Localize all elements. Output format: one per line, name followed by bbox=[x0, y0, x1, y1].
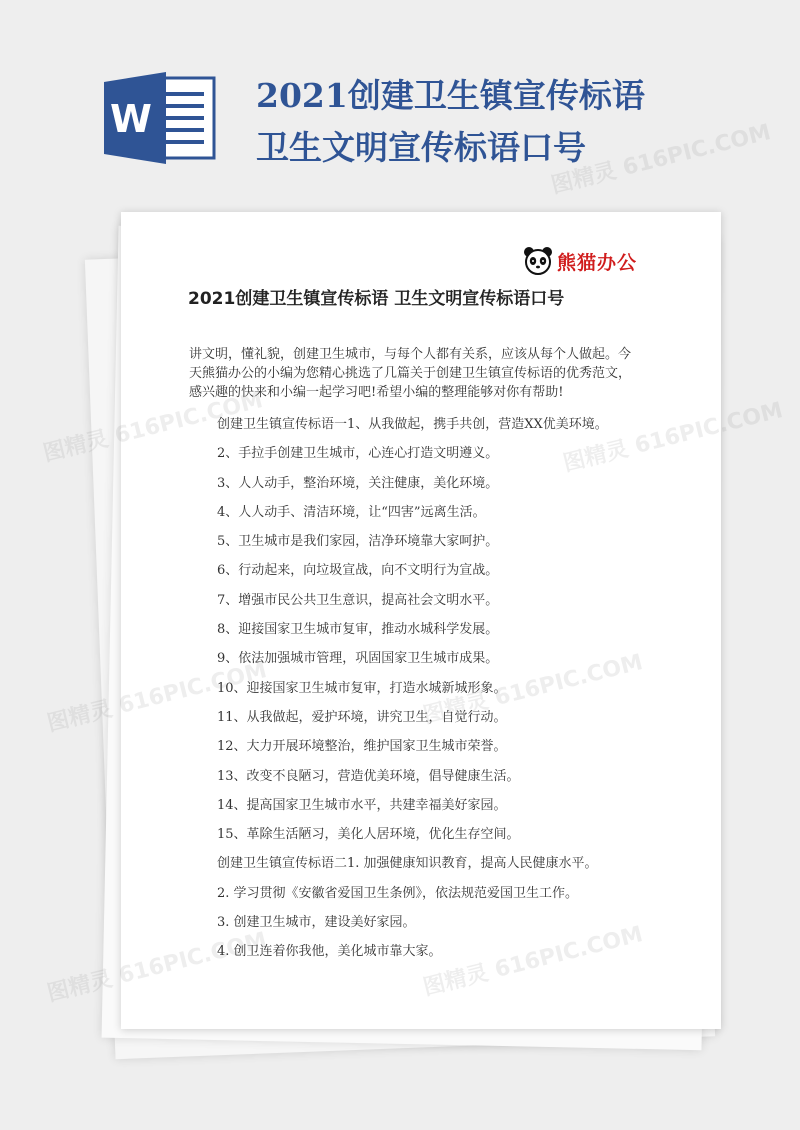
list-item: 8、迎接国家卫生城市复审，推动水城科学发展。 bbox=[217, 622, 499, 638]
header-title-line1: 2021创建卫生镇宣传标语 bbox=[256, 76, 645, 115]
list-item: 3. 创建卫生城市，建设美好家园。 bbox=[217, 915, 416, 931]
watermark: 图精灵 bbox=[44, 966, 115, 1007]
list-item: 10、迎接国家卫生城市复审，打造水城新城形象。 bbox=[217, 680, 507, 696]
list-item: 创建卫生镇宣传标语一1、从我做起，携手共创，营造XX优美环境。 bbox=[217, 417, 608, 432]
list-item: 11、从我做起，爱护环境，讲究卫生，自觉行动。 bbox=[217, 709, 507, 725]
watermark: 图精灵 616PIC.COM bbox=[548, 120, 774, 199]
document-title: 2021创建卫生镇宣传标语 卫生文明宣传标语口号 bbox=[188, 289, 565, 309]
watermark: 图精灵 bbox=[44, 696, 115, 737]
list-item: 3、人人动手，整治环境，关注健康，美化环境。 bbox=[217, 475, 499, 491]
header-title-line2: 卫生文明宣传标语口号 bbox=[256, 128, 586, 167]
list-item: 7、增强市民公共卫生意识，提高社会文明水平。 bbox=[217, 592, 499, 608]
list-item: 2. 学习贯彻《安徽省爱国卫生条例》，依法规范爱国卫生工作。 bbox=[217, 885, 579, 901]
list-item: 2、手拉手创建卫生城市，心连心打造文明遵义。 bbox=[217, 446, 499, 462]
list-item: 6、行动起来，向垃圾宣战，向不文明行为宣战。 bbox=[217, 563, 499, 579]
watermark: 图精灵 bbox=[40, 426, 111, 467]
word-document-icon bbox=[104, 72, 216, 164]
svg-text:W: W bbox=[110, 97, 152, 141]
intro-paragraph: 讲文明，懂礼貌，创建卫生城市，与每个人都有关系，应该从每个人做起。今天熊猫办公的小编为您精心挑选了几篇关于创建卫生镇宣传标语的优秀范文，感兴趣的快来和小编一起学习吧!希望小编的整理能够对你有帮助! bbox=[189, 347, 632, 400]
list-item: 4、人人动手、清洁环境，让“四害”远离生活。 bbox=[217, 504, 486, 520]
list-item: 4. 创卫连着你我他，美化城市靠大家。 bbox=[217, 944, 442, 960]
list-item: 9、依法加强城市管理，巩固国家卫生城市成果。 bbox=[217, 651, 499, 667]
list-item: 5、卫生城市是我们家园，洁净环境靠大家呵护。 bbox=[217, 534, 499, 550]
list-item: 13、改变不良陋习，营造优美环境，倡导健康生活。 bbox=[217, 768, 520, 784]
list-item: 12、大力开展环境整治，维护国家卫生城市荣誉。 bbox=[217, 739, 507, 755]
slogan-list bbox=[217, 410, 608, 967]
list-item: 创建卫生镇宣传标语二1. 加强健康知识教育，提高人民健康水平。 bbox=[217, 856, 598, 872]
panda-icon bbox=[523, 246, 553, 276]
document-page bbox=[121, 212, 721, 1029]
panda-logo bbox=[523, 246, 637, 276]
header-title bbox=[256, 70, 645, 174]
list-item: 14、提高国家卫生城市水平，共建幸福美好家园。 bbox=[217, 797, 507, 813]
logo-text: 熊猫办公 bbox=[557, 251, 638, 274]
list-item: 15、革除生活陋习，美化人居环境，优化生存空间。 bbox=[217, 827, 520, 843]
